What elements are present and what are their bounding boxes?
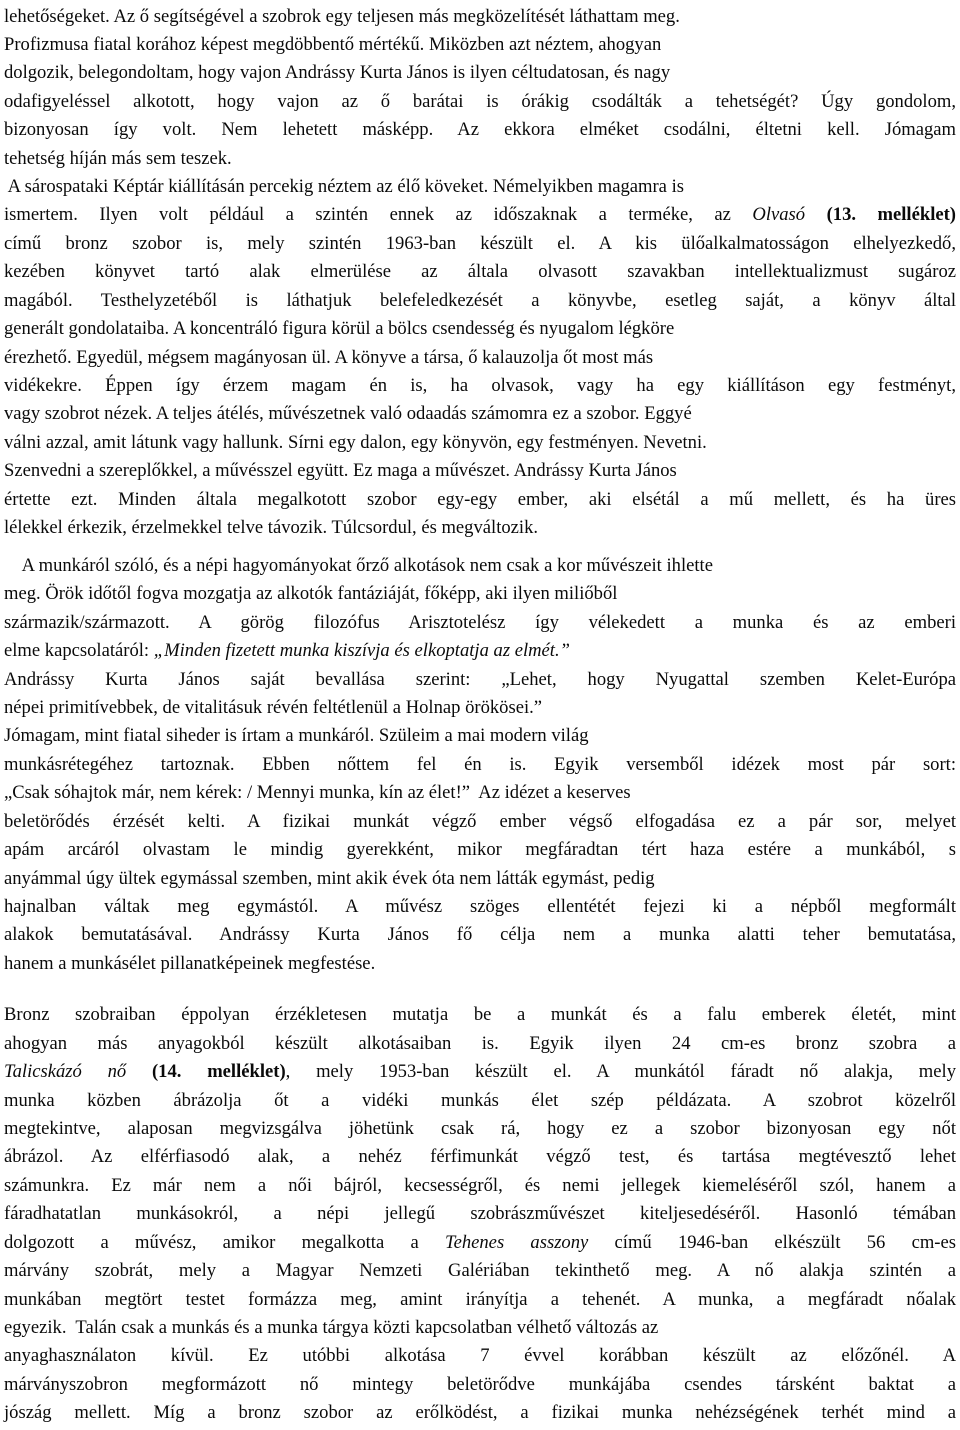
text-line bbox=[4, 1115, 956, 1144]
text-run: tehetség híján más sem teszek. bbox=[4, 148, 232, 169]
text-run: , mely 1953-ban készült el. A munkától fáradt nő alakja, mely bbox=[285, 1061, 956, 1082]
text-line bbox=[4, 258, 956, 287]
text-run: dolgozott a művész, amikor megalkotta a bbox=[4, 1232, 445, 1253]
text-line bbox=[4, 865, 655, 894]
text-line bbox=[4, 514, 538, 543]
text-line bbox=[4, 666, 956, 695]
text-line bbox=[4, 1172, 956, 1201]
text-line bbox=[4, 722, 589, 751]
text-line bbox=[4, 429, 707, 458]
text-run: válni azzal, amit látunk vagy hallunk. Sírni egy dalon, egy könyvön, egy festményen. Nevetni. bbox=[4, 432, 707, 453]
text-run: vagy szobrot nézek. A teljes átélés, művészetnek való odaadás számomra ez a szobor. Eggyé bbox=[4, 403, 692, 424]
text-line bbox=[4, 1087, 956, 1116]
text-line bbox=[4, 1143, 956, 1172]
text-run: Profizmusa fiatal korához képest megdöbbentő mértékű. Miközben azt néztem, ahogyan bbox=[4, 34, 662, 55]
text-line bbox=[4, 201, 956, 230]
text-run: Szenvedni a szereplőkkel, a művésszel együtt. Ez maga a művészet. Andrássy Kurta János bbox=[4, 460, 677, 481]
text-run: vidékekre. Éppen így érzem magam én is, ha olvasok, vagy ha egy kiállításon egy festményt, bbox=[4, 375, 956, 396]
text-run: márványszobron megformázott nő mintegy beletörődve munkájába csendes társként baktat a bbox=[4, 1374, 956, 1395]
text-run: dolgozik, belegondoltam, hogy vajon Andrássy Kurta János is ilyen céltudatosan, és nagy bbox=[4, 62, 671, 83]
text-run: anyaghasználaton kívül. Ez utóbbi alkotása 7 évvel korábban készült az előzőnél. A bbox=[4, 1345, 956, 1366]
text-line bbox=[4, 88, 956, 117]
text-run: alakok bemutatásával. Andrássy Kurta János fő célja nem a munka alatti teher bemutatása, bbox=[4, 924, 956, 945]
text-line bbox=[4, 344, 653, 373]
text-line bbox=[4, 31, 661, 60]
text-line bbox=[4, 1371, 956, 1400]
text-line bbox=[4, 287, 956, 316]
italic-text: Talicskázó nő bbox=[4, 1061, 127, 1082]
text-line bbox=[4, 315, 674, 344]
text-line bbox=[4, 116, 956, 145]
text-run: című 1946-ban elkészült 56 cm-es bbox=[588, 1232, 956, 1253]
text-run: számunkra. Ez már nem a női bájról, kecsességről, és nemi jellegek kiemeléséről szól, hanem a bbox=[4, 1175, 956, 1196]
text-line bbox=[4, 1030, 956, 1059]
text-run: ábrázol. Az elférfiasodó alak, a nehéz férfimunkát végző test, és tartása megtévesztő lehet bbox=[4, 1146, 956, 1167]
text-line bbox=[4, 400, 692, 429]
text-run: márvány szobrát, mely a Magyar Nemzeti Galériában tekinthető meg. A nő alakja szintén a bbox=[4, 1260, 956, 1281]
text-line bbox=[4, 609, 956, 638]
text-run: generált gondolataiba. A koncentráló figura körül a bölcs csendesség és nyugalom légköre bbox=[4, 318, 675, 339]
text-run bbox=[805, 204, 827, 225]
text-line bbox=[4, 950, 375, 979]
text-run: ismertem. Ilyen volt például a szintén ennek az időszaknak a terméke, az bbox=[4, 204, 753, 225]
text-line bbox=[4, 893, 956, 922]
text-run: bizonyosan így volt. Nem lehetett másképp. Az ekkora elméket csodálni, éltetni kell. Jómagam bbox=[4, 119, 956, 140]
text-run: anyámmal úgy ültek egymással szemben, mint akik évek óta nem látták egymást, pedig bbox=[4, 868, 655, 889]
text-line bbox=[4, 3, 680, 32]
text-line bbox=[4, 1286, 956, 1315]
text-run: odafigyeléssel alkotott, hogy vajon az ő barátai is órákig csodálták a tehetségét? Úgy gondolom, bbox=[4, 91, 956, 112]
text-run: című bronz szobor is, mely szintén 1963-ban készült el. A kis ülőalkalmatosságon elhelyezkedő, bbox=[4, 233, 956, 254]
text-line bbox=[4, 1314, 658, 1343]
text-run: megtekintve, alaposan megvizsgálva jöhetünk csak rá, hogy ez a szobor bizonyosan egy nőt bbox=[4, 1118, 956, 1139]
text-run: hajnalban váltak meg egymástól. A művész szöges ellentétét fejezi ki a népből megformált bbox=[4, 896, 956, 917]
text-line bbox=[4, 486, 956, 515]
text-line bbox=[4, 173, 684, 202]
text-run: „Csak sóhajtok már, nem kérek: / Mennyi munka, kín az élet!” Az idézet a keserves bbox=[4, 782, 631, 803]
text-run: meg. Örök időtől fogva mozgatja az alkotók fantáziáját, főképp, aki ilyen miliőből bbox=[4, 583, 618, 604]
text-line bbox=[4, 751, 956, 780]
text-line bbox=[4, 637, 570, 666]
text-run: hanem a munkásélet pillanatképeinek megfestése. bbox=[4, 953, 376, 974]
text-line bbox=[4, 372, 956, 401]
text-run: kezében könyvet tartó alak elmerülése az általa olvasott szavakban intellektualizmust sugároz bbox=[4, 261, 956, 282]
text-run: apám arcáról olvastam le mindig gyerekként, mikor megfáradtan tért haza estére a munkából, s bbox=[4, 839, 956, 860]
italic-text: Olvasó bbox=[752, 204, 806, 225]
text-line bbox=[4, 1399, 956, 1428]
bold-text: (13. melléklet) bbox=[826, 204, 956, 225]
text-run: Andrássy Kurta János saját bevallása szerint: „Lehet, hogy Nyugattal szemben Kelet-Európa bbox=[4, 669, 956, 690]
text-line bbox=[4, 59, 670, 88]
text-run: munkában megtört testet formázza meg, amint irányítja a tehenét. A munka, a megfáradt nőalak bbox=[4, 1289, 956, 1310]
text-line bbox=[4, 808, 956, 837]
text-run: A munkáról szóló, és a népi hagyományokat őrző alkotások nem csak a kor művészeit ihlette bbox=[4, 555, 713, 576]
text-line bbox=[4, 1257, 956, 1286]
bold-text: (14. melléklet) bbox=[151, 1061, 286, 1082]
text-run: lélekkel érkezik, érzelmekkel telve távozik. Túlcsordul, és megváltozik. bbox=[4, 517, 539, 538]
text-run: értette ezt. Minden általa megalkotott szobor egy-egy ember, aki elsétál a mű mellett, és ha üres bbox=[4, 489, 956, 510]
text-run: érezhető. Egyedül, mégsem magányosan ül. A könyve a társa, ő kalauzolja őt most más bbox=[4, 347, 654, 368]
text-run bbox=[126, 1061, 152, 1082]
text-run: jószág mellett. Míg a bronz szobor az erőlködést, a fizikai munka nehézségének terhét mind a bbox=[4, 1402, 956, 1423]
text-line bbox=[4, 836, 956, 865]
italic-text: Tehenes asszony bbox=[444, 1232, 589, 1253]
text-run: munkásrétegéhez tartoznak. Ebben nőttem fel én is. Egyik versemből idézek most pár sort: bbox=[4, 754, 956, 775]
text-line bbox=[4, 457, 677, 486]
text-line bbox=[4, 921, 956, 950]
text-line bbox=[4, 1001, 956, 1030]
text-run: lehetőségeket. Az ő segítségével a szobrok egy teljesen más megközelítését láthattam meg. bbox=[4, 6, 680, 27]
text-line bbox=[4, 1229, 956, 1258]
text-line bbox=[4, 1200, 956, 1229]
text-line bbox=[4, 1342, 956, 1371]
text-line bbox=[4, 145, 232, 174]
text-run: beletörődés érzését kelti. A fizikai munkát végző ember végső elfogadása ez a pár sor, melyet bbox=[4, 811, 956, 832]
text-run: magából. Testhelyzetéből is láthatjuk belefeledkezését a könyvbe, esetleg saját, a könyv által bbox=[4, 290, 956, 311]
text-run: Bronz szobraiban éppolyan érzékletesen mutatja be a munkát és a falu emberek életét, mint bbox=[4, 1004, 956, 1025]
text-line bbox=[4, 230, 956, 259]
text-run: egyezik. Talán csak a munkás és a munka tárgya közti kapcsolatban vélhető változás az bbox=[4, 1317, 659, 1338]
text-line bbox=[4, 1058, 956, 1087]
text-line bbox=[4, 694, 542, 723]
text-run: Jómagam, mint fiatal siheder is írtam a munkáról. Szüleim a mai modern világ bbox=[4, 725, 589, 746]
text-run: fáradhatatlan munkásokról, a népi jellegű szobrászművészet kiteljesedéséről. Hasonló témában bbox=[4, 1203, 956, 1224]
italic-text: „Minden fizetett munka kiszívja és elkoptatja az elmét.” bbox=[153, 640, 570, 661]
text-line bbox=[4, 779, 631, 808]
text-run: ahogyan más anyagokból készült alkotásaiban is. Egyik ilyen 24 cm-es bronz szobra a bbox=[4, 1033, 956, 1054]
text-run: elme kapcsolatáról: bbox=[4, 640, 154, 661]
text-line bbox=[4, 580, 617, 609]
text-run: népei primitívebbek, de vitalitásuk révén feltétlenül a Holnap örökösei.” bbox=[4, 697, 543, 718]
text-run: A sárospataki Képtár kiállításán percekig néztem az élő köveket. Némelyikben magamra is bbox=[4, 176, 684, 197]
text-run: származik/származott. A görög filozófus Arisztotelész így vélekedett a munka és az emberi bbox=[4, 612, 956, 633]
text-line bbox=[4, 552, 713, 581]
text-run: munka közben ábrázolja őt a vidéki munkás élet szép példázata. A szobrot közelről bbox=[4, 1090, 956, 1111]
